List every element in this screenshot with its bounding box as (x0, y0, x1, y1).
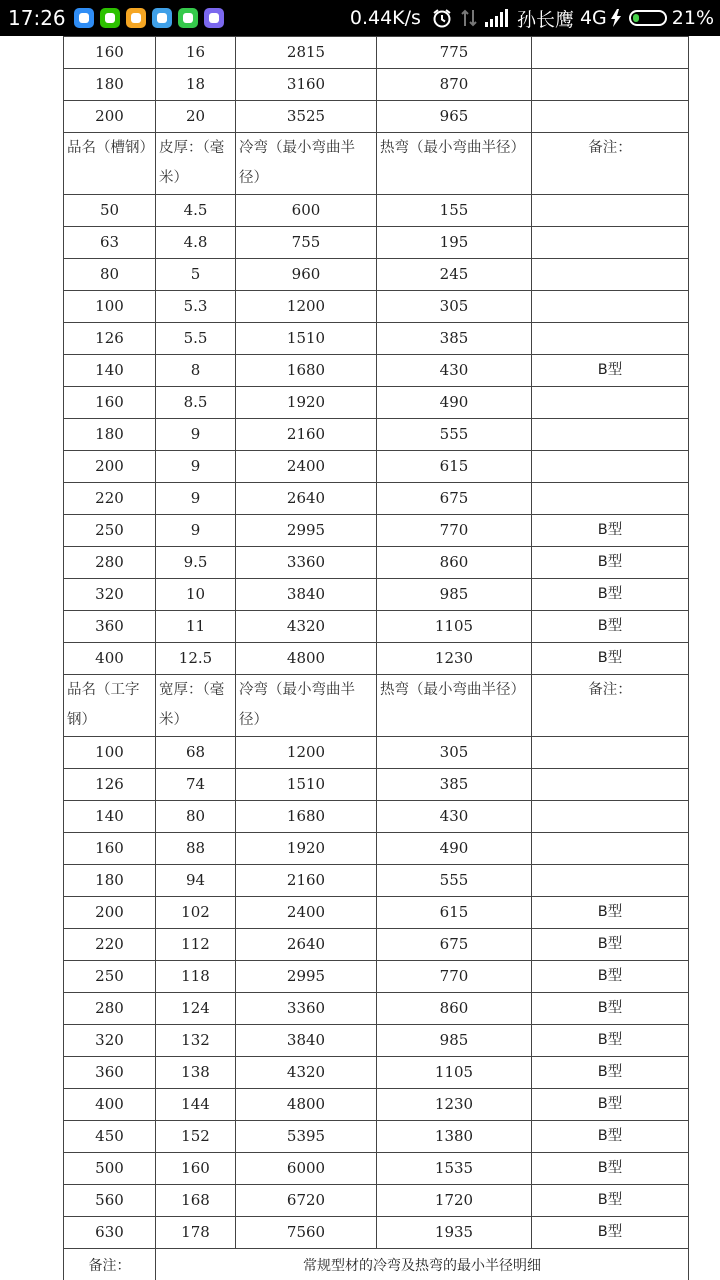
signal-strength-icon (485, 9, 509, 27)
table-row-remark-cell: B型 (532, 961, 689, 993)
table-row-remark-cell: B型 (532, 929, 689, 961)
battery-icon (629, 10, 667, 26)
table-row (64, 101, 689, 133)
footer-remark-row (64, 1249, 689, 1280)
channel-steel-header-row-remark-cell: 备注： (532, 133, 689, 195)
table-row-name-cell: 126 (64, 323, 156, 355)
table-row-cold-bend-cell: 2640 (236, 483, 377, 515)
table-row-thickness-cell: 74 (156, 769, 236, 801)
table-row-thickness-cell: 5.5 (156, 323, 236, 355)
table-row (64, 611, 689, 643)
i-beam-header-row-name-cell: 品名（工字钢） (64, 675, 156, 737)
battery-level (633, 14, 639, 22)
table-row (64, 1217, 689, 1249)
table-row (64, 929, 689, 961)
table-row (64, 227, 689, 259)
footer-remark-text: 常规型材的冷弯及热弯的最小半径明细 (156, 1249, 689, 1280)
table-row-remark-cell (532, 833, 689, 865)
table-row-remark-cell: B型 (532, 611, 689, 643)
table-row (64, 1121, 689, 1153)
table-row-cold-bend-cell: 1680 (236, 355, 377, 387)
table-row-thickness-cell: 9 (156, 419, 236, 451)
table-row-cold-bend-cell: 5395 (236, 1121, 377, 1153)
table-row-thickness-cell: 124 (156, 993, 236, 1025)
table-row-thickness-cell: 4.5 (156, 195, 236, 227)
table-row-cold-bend-cell: 2995 (236, 961, 377, 993)
status-bar (0, 0, 720, 36)
table-row-thickness-cell: 16 (156, 37, 236, 69)
table-row-remark-cell (532, 801, 689, 833)
table-row-remark-cell (532, 37, 689, 69)
table-row (64, 323, 689, 355)
table-row (64, 355, 689, 387)
qq-browser-icon (74, 8, 94, 28)
table-row (64, 1089, 689, 1121)
table-row-hot-bend-cell: 555 (377, 865, 532, 897)
table-row-thickness-cell: 68 (156, 737, 236, 769)
table-row-hot-bend-cell: 385 (377, 323, 532, 355)
table-row-cold-bend-cell: 2160 (236, 865, 377, 897)
table-row-thickness-cell: 9 (156, 483, 236, 515)
table-row-cold-bend-cell: 2640 (236, 929, 377, 961)
table-row-name-cell: 180 (64, 69, 156, 101)
table-row-remark-cell (532, 323, 689, 355)
table-row-thickness-cell: 112 (156, 929, 236, 961)
table-row-hot-bend-cell: 1535 (377, 1153, 532, 1185)
table-row-hot-bend-cell: 490 (377, 833, 532, 865)
table-row-remark-cell: B型 (532, 1057, 689, 1089)
app-store-icon (152, 8, 172, 28)
table-row-hot-bend-cell: 675 (377, 483, 532, 515)
table-row-cold-bend-cell: 1510 (236, 769, 377, 801)
table-row-cold-bend-cell: 4800 (236, 1089, 377, 1121)
table-row-thickness-cell: 88 (156, 833, 236, 865)
table-row-hot-bend-cell: 385 (377, 769, 532, 801)
table-row-thickness-cell: 94 (156, 865, 236, 897)
table-row-remark-cell (532, 101, 689, 133)
table-row-cold-bend-cell: 4800 (236, 643, 377, 675)
table-row-remark-cell: B型 (532, 1153, 689, 1185)
notes-icon (204, 8, 224, 28)
table-row-cold-bend-cell: 3360 (236, 993, 377, 1025)
table-row-hot-bend-cell: 1380 (377, 1121, 532, 1153)
table-row-hot-bend-cell: 430 (377, 801, 532, 833)
table-row-name-cell: 200 (64, 897, 156, 929)
table-row (64, 547, 689, 579)
table-row-thickness-cell: 80 (156, 801, 236, 833)
table-row-hot-bend-cell: 985 (377, 579, 532, 611)
table-row-cold-bend-cell: 7560 (236, 1217, 377, 1249)
table-row-cold-bend-cell: 1200 (236, 291, 377, 323)
i-beam-header-row-remark-cell: 备注： (532, 675, 689, 737)
table-row (64, 993, 689, 1025)
table-row-thickness-cell: 160 (156, 1153, 236, 1185)
table-row-cold-bend-cell: 3840 (236, 579, 377, 611)
table-row-thickness-cell: 5 (156, 259, 236, 291)
network-type: 4G (579, 7, 607, 29)
table-row-cold-bend-cell: 2995 (236, 515, 377, 547)
footer-remark-label: 备注： (64, 1249, 156, 1280)
table-row-hot-bend-cell: 770 (377, 515, 532, 547)
table-row-name-cell: 280 (64, 547, 156, 579)
table-row-remark-cell (532, 195, 689, 227)
table-row (64, 259, 689, 291)
net-speed: 0.44K/s (349, 7, 421, 29)
table-row (64, 1025, 689, 1057)
table-row-thickness-cell: 20 (156, 101, 236, 133)
i-beam-header-row-cold-bend-cell: 冷弯（最小弯曲半径） (236, 675, 377, 737)
table-row-remark-cell: B型 (532, 1217, 689, 1249)
table-row-cold-bend-cell: 960 (236, 259, 377, 291)
table-row-thickness-cell: 10 (156, 579, 236, 611)
table-row-name-cell: 250 (64, 515, 156, 547)
table-row-name-cell: 500 (64, 1153, 156, 1185)
table-row (64, 579, 689, 611)
table-row-remark-cell (532, 227, 689, 259)
table-row-name-cell: 126 (64, 769, 156, 801)
table-row-cold-bend-cell: 4320 (236, 611, 377, 643)
table-row-cold-bend-cell: 1200 (236, 737, 377, 769)
table-row-name-cell: 320 (64, 1025, 156, 1057)
table-row-cold-bend-cell: 1920 (236, 833, 377, 865)
alarm-clock-icon (431, 7, 453, 29)
table-row-thickness-cell: 11 (156, 611, 236, 643)
table-row-name-cell: 160 (64, 37, 156, 69)
table-row-cold-bend-cell: 1920 (236, 387, 377, 419)
table-row-name-cell: 100 (64, 291, 156, 323)
table-row-thickness-cell: 102 (156, 897, 236, 929)
table-row-cold-bend-cell: 1680 (236, 801, 377, 833)
table-row (64, 195, 689, 227)
table-row-remark-cell (532, 865, 689, 897)
table-row-hot-bend-cell: 195 (377, 227, 532, 259)
wechat-icon (100, 8, 120, 28)
table-row-hot-bend-cell: 870 (377, 69, 532, 101)
table-row-name-cell: 80 (64, 259, 156, 291)
table-row (64, 451, 689, 483)
table-row (64, 865, 689, 897)
table-row (64, 897, 689, 929)
table-row-name-cell: 160 (64, 833, 156, 865)
table-row-cold-bend-cell: 6720 (236, 1185, 377, 1217)
table-row-thickness-cell: 178 (156, 1217, 236, 1249)
messenger-icon (126, 8, 146, 28)
table-row-thickness-cell: 152 (156, 1121, 236, 1153)
table-row-thickness-cell: 118 (156, 961, 236, 993)
table-row-cold-bend-cell: 6000 (236, 1153, 377, 1185)
table-row-name-cell: 220 (64, 483, 156, 515)
table-row-thickness-cell: 138 (156, 1057, 236, 1089)
table-row (64, 37, 689, 69)
table-row-name-cell: 220 (64, 929, 156, 961)
table-row (64, 419, 689, 451)
table-row-name-cell: 280 (64, 993, 156, 1025)
table-row-name-cell: 560 (64, 1185, 156, 1217)
table-row-hot-bend-cell: 675 (377, 929, 532, 961)
table-row-cold-bend-cell: 3160 (236, 69, 377, 101)
table-row-name-cell: 140 (64, 355, 156, 387)
table-row-hot-bend-cell: 1105 (377, 1057, 532, 1089)
table-row-remark-cell: B型 (532, 1185, 689, 1217)
table-row (64, 833, 689, 865)
table-row (64, 483, 689, 515)
table-row-hot-bend-cell: 155 (377, 195, 532, 227)
table-row-name-cell: 180 (64, 865, 156, 897)
table-row-cold-bend-cell: 3360 (236, 547, 377, 579)
table-row-remark-cell (532, 483, 689, 515)
table-row (64, 801, 689, 833)
table-row-name-cell: 200 (64, 451, 156, 483)
table-row-cold-bend-cell: 3840 (236, 1025, 377, 1057)
table-row-remark-cell: B型 (532, 1025, 689, 1057)
table-row-thickness-cell: 168 (156, 1185, 236, 1217)
notification-icons (74, 8, 230, 28)
table-row-hot-bend-cell: 770 (377, 961, 532, 993)
table-row-cold-bend-cell: 755 (236, 227, 377, 259)
table-row-cold-bend-cell: 2400 (236, 451, 377, 483)
table-row-remark-cell: B型 (532, 1121, 689, 1153)
data-transfer-icon (461, 8, 477, 28)
table-row-thickness-cell: 9.5 (156, 547, 236, 579)
table-row-cold-bend-cell: 2815 (236, 37, 377, 69)
table-row-hot-bend-cell: 965 (377, 101, 532, 133)
table-row-thickness-cell: 12.5 (156, 643, 236, 675)
i-beam-header-row-thickness-cell: 宽厚：（毫米） (156, 675, 236, 737)
table-row-hot-bend-cell: 860 (377, 547, 532, 579)
charging-bolt-icon (611, 9, 621, 27)
table-row-remark-cell: B型 (532, 579, 689, 611)
table-row-cold-bend-cell: 1510 (236, 323, 377, 355)
table-row-hot-bend-cell: 245 (377, 259, 532, 291)
table-row-hot-bend-cell: 615 (377, 897, 532, 929)
table-row-hot-bend-cell: 305 (377, 737, 532, 769)
table-row-name-cell: 400 (64, 643, 156, 675)
table-row-name-cell: 360 (64, 611, 156, 643)
channel-steel-header-row (64, 133, 689, 195)
i-beam-header-row (64, 675, 689, 737)
table-row-cold-bend-cell: 2400 (236, 897, 377, 929)
table-row-cold-bend-cell: 600 (236, 195, 377, 227)
table-row-remark-cell: B型 (532, 515, 689, 547)
table-row-hot-bend-cell: 615 (377, 451, 532, 483)
channel-steel-header-row-cold-bend-cell: 冷弯（最小弯曲半径） (236, 133, 377, 195)
table-row (64, 69, 689, 101)
channel-steel-header-row-thickness-cell: 皮厚：（毫米） (156, 133, 236, 195)
table-row-name-cell: 100 (64, 737, 156, 769)
table-row-name-cell: 140 (64, 801, 156, 833)
table-row-remark-cell: B型 (532, 993, 689, 1025)
bending-radius-table (63, 36, 689, 1280)
table-row (64, 1057, 689, 1089)
table-row-thickness-cell: 9 (156, 451, 236, 483)
table-row-hot-bend-cell: 775 (377, 37, 532, 69)
table-row-thickness-cell: 18 (156, 69, 236, 101)
table-row-remark-cell (532, 387, 689, 419)
table-row-thickness-cell: 9 (156, 515, 236, 547)
channel-steel-header-row-name-cell: 品名（槽钢） (64, 133, 156, 195)
table-row (64, 1153, 689, 1185)
table-row-name-cell: 250 (64, 961, 156, 993)
table-row-remark-cell (532, 737, 689, 769)
carrier-name: 孙长鹰 (516, 8, 574, 31)
table-row-name-cell: 50 (64, 195, 156, 227)
table-row-thickness-cell: 5.3 (156, 291, 236, 323)
table-row-name-cell: 360 (64, 1057, 156, 1089)
table-row-remark-cell (532, 259, 689, 291)
table-row-thickness-cell: 8 (156, 355, 236, 387)
status-time: 17:26 (8, 6, 66, 30)
table-row (64, 515, 689, 547)
table-row-hot-bend-cell: 555 (377, 419, 532, 451)
table-row-name-cell: 180 (64, 419, 156, 451)
phone-manager-icon (178, 8, 198, 28)
table-row-hot-bend-cell: 1720 (377, 1185, 532, 1217)
table-row-remark-cell: B型 (532, 897, 689, 929)
table-row-remark-cell (532, 291, 689, 323)
table-row-thickness-cell: 132 (156, 1025, 236, 1057)
table-row-name-cell: 63 (64, 227, 156, 259)
table-row-name-cell: 320 (64, 579, 156, 611)
channel-steel-header-row-hot-bend-cell: 热弯（最小弯曲半径） (377, 133, 532, 195)
table-row-remark-cell: B型 (532, 547, 689, 579)
table-row-remark-cell: B型 (532, 1089, 689, 1121)
table-row-name-cell: 400 (64, 1089, 156, 1121)
table-row-name-cell: 200 (64, 101, 156, 133)
table-row-cold-bend-cell: 2160 (236, 419, 377, 451)
table-row (64, 737, 689, 769)
table-row-name-cell: 630 (64, 1217, 156, 1249)
document-view[interactable] (0, 36, 720, 1280)
table-row-remark-cell (532, 451, 689, 483)
table-row-hot-bend-cell: 985 (377, 1025, 532, 1057)
table-row (64, 291, 689, 323)
battery-percent: 21% (671, 7, 714, 29)
table-row (64, 643, 689, 675)
table-row-hot-bend-cell: 1230 (377, 643, 532, 675)
table-row-hot-bend-cell: 1935 (377, 1217, 532, 1249)
table-row-thickness-cell: 4.8 (156, 227, 236, 259)
status-right-group (350, 0, 714, 36)
table-row-remark-cell (532, 769, 689, 801)
table-row-remark-cell (532, 419, 689, 451)
table-row-hot-bend-cell: 860 (377, 993, 532, 1025)
table-row-hot-bend-cell: 430 (377, 355, 532, 387)
table-row-name-cell: 160 (64, 387, 156, 419)
i-beam-header-row-hot-bend-cell: 热弯（最小弯曲半径） (377, 675, 532, 737)
table-row-remark-cell (532, 69, 689, 101)
table-row-thickness-cell: 144 (156, 1089, 236, 1121)
table-row-cold-bend-cell: 3525 (236, 101, 377, 133)
table-row-thickness-cell: 8.5 (156, 387, 236, 419)
table-row-hot-bend-cell: 1230 (377, 1089, 532, 1121)
table-row-cold-bend-cell: 4320 (236, 1057, 377, 1089)
table-row-hot-bend-cell: 490 (377, 387, 532, 419)
table-row (64, 1185, 689, 1217)
table-row-remark-cell: B型 (532, 355, 689, 387)
table-row (64, 769, 689, 801)
table-row-name-cell: 450 (64, 1121, 156, 1153)
table-row (64, 387, 689, 419)
table-row (64, 961, 689, 993)
table-row-hot-bend-cell: 305 (377, 291, 532, 323)
table-row-hot-bend-cell: 1105 (377, 611, 532, 643)
table-row-remark-cell: B型 (532, 643, 689, 675)
